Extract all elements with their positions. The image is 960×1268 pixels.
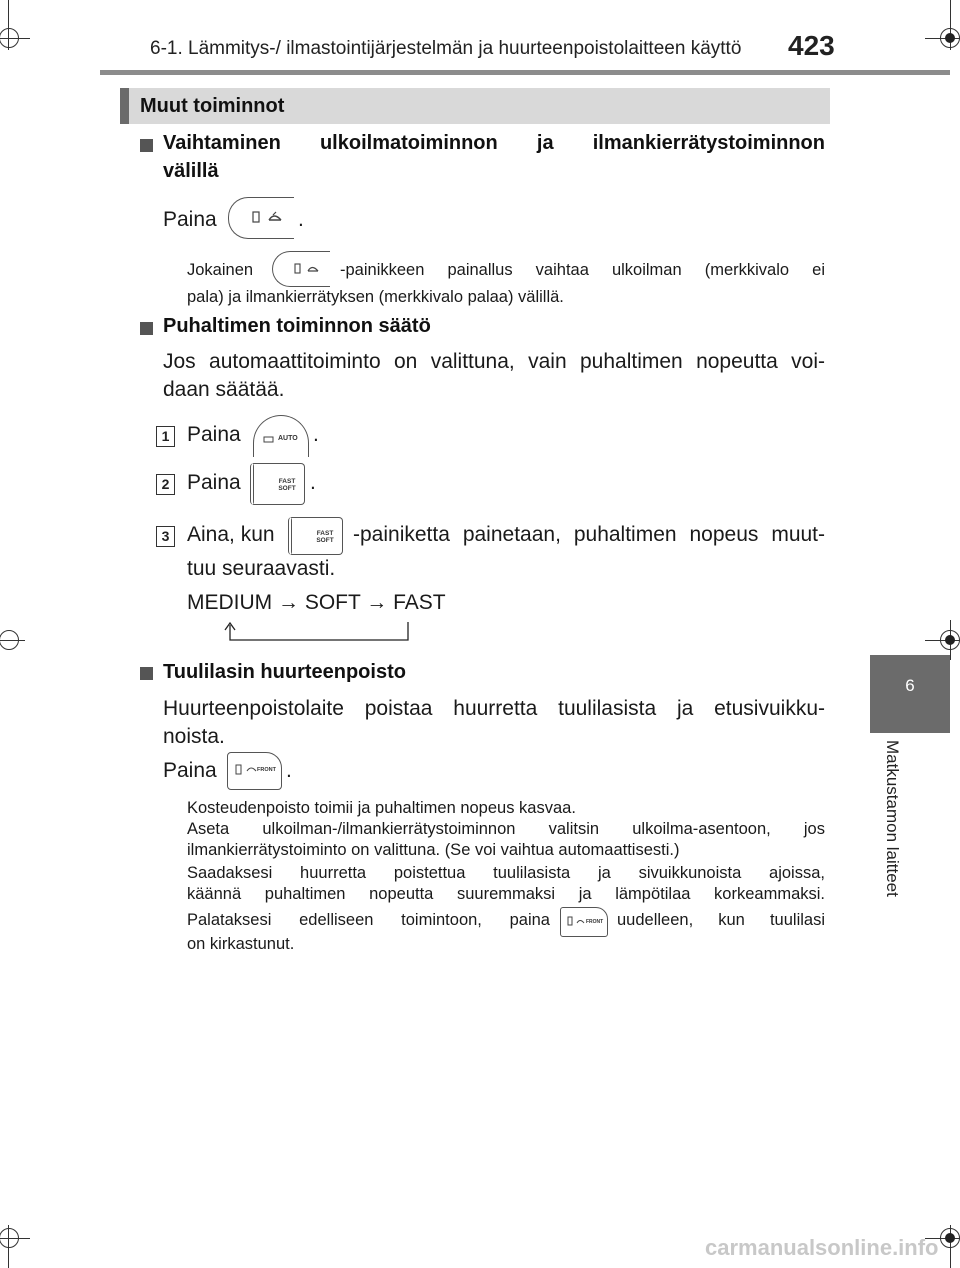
defrost-press-label: Paina [163, 759, 217, 782]
bullet-square-icon [140, 667, 153, 680]
fast-label: FAST [316, 530, 334, 537]
defrost-note-line: Kosteudenpoisto toimii ja puhaltimen nopeus kasvaa. [187, 799, 576, 817]
step3-text-line2: tuu seuraavasti. [187, 557, 336, 580]
fan-intro-line2: daan säätää. [163, 378, 285, 401]
front-defrost-button-icon [227, 752, 282, 790]
auto-button-icon [253, 415, 309, 457]
defrost-period: . [286, 759, 292, 782]
step1-period: . [313, 423, 319, 446]
defrost-intro-line2: noista. [163, 725, 225, 748]
step3-text-suffix: -painiketta painetaan, puhaltimen nopeus muut- [353, 523, 825, 546]
recirc-heading-line1: Vaihtaminen ulkoilmatoiminnon ja ilmankierrätystoiminnon [163, 132, 825, 154]
page-number: 423 [788, 30, 835, 61]
section-title: Muut toiminnot [140, 95, 285, 117]
auto-label: AUTO [278, 435, 298, 442]
bullet-square-icon [140, 322, 153, 335]
soft-label: SOFT [278, 485, 296, 492]
watermark: carmanualsonline.info [705, 1235, 939, 1260]
fan-heading: Puhaltimen toiminnon säätö [163, 315, 431, 337]
step1-text: Paina [187, 423, 241, 446]
defrost-last-prefix: Palataksesi edelliseen toimintoon, paina [187, 911, 550, 929]
step-number: 3 [156, 526, 175, 547]
defrost-note-line: käännä puhaltimen nopeutta suuremmaksi ja lämpötilaa korkeammaksi. [187, 885, 825, 903]
step2-period: . [310, 471, 316, 494]
header-rule [100, 70, 950, 75]
defrost-intro-line1: Huurteenpoistolaite poistaa huurretta tuulilasista ja etusivuikku- [163, 697, 825, 720]
defrost-last-line2: on kirkastunut. [187, 935, 295, 953]
chapter-label-text: Matkustamon laitteet [883, 740, 902, 897]
step-number: 1 [156, 426, 175, 447]
fan-intro-line1: Jos automaattitoiminto on valittuna, vain puhaltimen nopeutta voi- [163, 350, 825, 373]
recirc-heading-line2: välillä [163, 160, 219, 182]
bullet-square-icon [140, 139, 153, 152]
step-number: 2 [156, 474, 175, 495]
running-header: 6-1. Lämmitys-/ ilmastointijärjestelmän ja huurteenpoistolaitteen käyttö [150, 38, 742, 59]
soft-label: SOFT [316, 537, 334, 544]
step2-text: Paina [187, 471, 241, 494]
defrost-heading: Tuulilasin huurteenpoisto [163, 661, 406, 683]
recirculation-button-inline-icon [272, 251, 330, 287]
recirc-press-label: Paina [163, 208, 217, 231]
recirc-note-line2: pala) ja ilmankierrätyksen (merkkivalo palaa) välillä. [187, 288, 564, 306]
defrost-note-line: ilmankierrätystoiminto on valittuna. (Se voi vaihtua automaattisesti.) [187, 841, 680, 859]
defrost-last-suffix: uudelleen, kun tuulilasi [617, 911, 825, 929]
chapter-label [878, 740, 902, 920]
front-label: FRONT [586, 919, 604, 925]
fast-label: FAST [278, 478, 296, 485]
defrost-note-line: Saadaksesi huurretta poistettua tuulilasista ja sivuikkunoista ajoissa, [187, 864, 825, 882]
recirculation-button-icon [228, 197, 294, 239]
recirc-note-line1: -painikkeen painallus vaihtaa ulkoilman (merkkivalo ei [340, 261, 825, 279]
defrost-note-line: Aseta ulkoilman-/ilmankierrätystoiminnon valitsin ulkoilma-asentoon, jos [187, 820, 825, 838]
fast-soft-button-icon [250, 463, 305, 505]
speed-sequence: MEDIUM → SOFT → FAST [187, 591, 446, 614]
chapter-number: 6 [905, 676, 915, 695]
sequence-loop-arrow-icon [215, 620, 415, 644]
front-defrost-button-inline-icon [560, 907, 608, 937]
front-label: FRONT [257, 767, 276, 773]
fast-soft-button-inline-icon [288, 517, 343, 555]
recirc-period: . [298, 208, 304, 231]
step3-text: Aina, kun [187, 523, 275, 546]
recirc-note-prefix: Jokainen [187, 261, 254, 279]
